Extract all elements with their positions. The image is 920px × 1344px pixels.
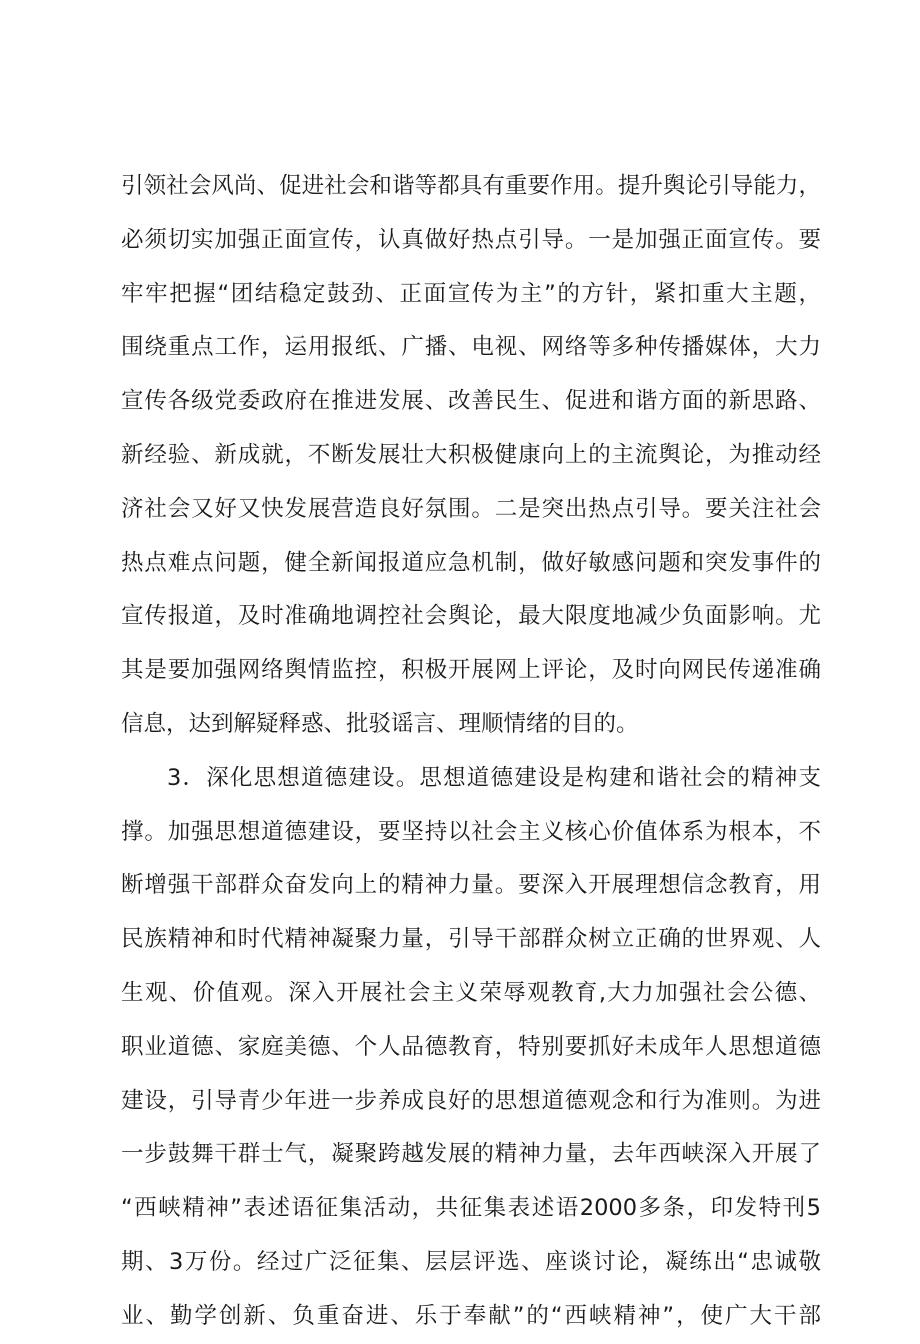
text-line: 撑。加强思想道德建设，要坚持以社会主义核心价值体系为根本，不 bbox=[121, 818, 821, 845]
text-line: 生观、价值观。深入开展社会主义荣辱观教育,大力加强社会公德、 bbox=[121, 979, 821, 1006]
text-line: 其是要加强网络舆情监控，积极开展网上评论，及时向网民传递准确 bbox=[121, 657, 821, 684]
text-line: 必须切实加强正面宣传，认真做好热点引导。一是加强正面宣传。要 bbox=[121, 226, 821, 253]
text-line: 职业道德、家庭美德、个人品德教育，特别要抓好未成年人思想道德 bbox=[121, 1033, 821, 1060]
text-line: 宣传各级党委政府在推进发展、改善民生、促进和谐方面的新思路、 bbox=[121, 388, 821, 415]
section-heading-line: 3．深化思想道德建设。思想道德建设是构建和谐社会的精神支 bbox=[167, 764, 821, 791]
text-line: 济社会又好又快发展营造良好氛围。二是突出热点引导。要关注社会 bbox=[121, 495, 821, 522]
text-line: 热点难点问题，健全新闻报道应急机制，做好敏感问题和突发事件的 bbox=[121, 549, 821, 576]
text-line: “西峡精神”表述语征集活动，共征集表述语2000多条，印发特刊5 bbox=[121, 1195, 821, 1222]
text-line: 牢牢把握“团结稳定鼓劲、正面宣传为主”的方针，紧扣重大主题， bbox=[121, 280, 821, 307]
text-line: 期、3万份。经过广泛征集、层层评选、座谈讨论，凝练出“忠诚敬 bbox=[121, 1248, 821, 1275]
text-line: 建设，引导青少年进一步养成良好的思想道德观念和行为准则。为进 bbox=[121, 1087, 821, 1114]
text-line: 新经验、新成就，不断发展壮大积极健康向上的主流舆论，为推动经 bbox=[121, 441, 821, 468]
text-line: 引领社会风尚、促进社会和谐等都具有重要作用。提升舆论引导能力， bbox=[121, 173, 821, 199]
text-line: 民族精神和时代精神凝聚力量，引导干部群众树立正确的世界观、人 bbox=[121, 926, 821, 953]
document-body bbox=[121, 160, 821, 1344]
text-line: 围绕重点工作，运用报纸、广播、电视、网络等多种传播媒体，大力 bbox=[121, 334, 821, 361]
paragraph-end-line: 信息，达到解疑释惑、批驳谣言、理顺情绪的目的。 bbox=[121, 710, 639, 737]
text-line: 一步鼓舞干群士气，凝聚跨越发展的精神力量，去年西峡深入开展了 bbox=[121, 1141, 821, 1168]
text-line: 断增强干部群众奋发向上的精神力量。要深入开展理想信念教育，用 bbox=[121, 872, 821, 899]
text-line: 业、勤学创新、负重奋进、乐于奉献”的“西峡精神”，使广大干部 bbox=[121, 1302, 821, 1329]
text-line: 宣传报道，及时准确地调控社会舆论，最大限度地减少负面影响。尤 bbox=[121, 603, 821, 630]
